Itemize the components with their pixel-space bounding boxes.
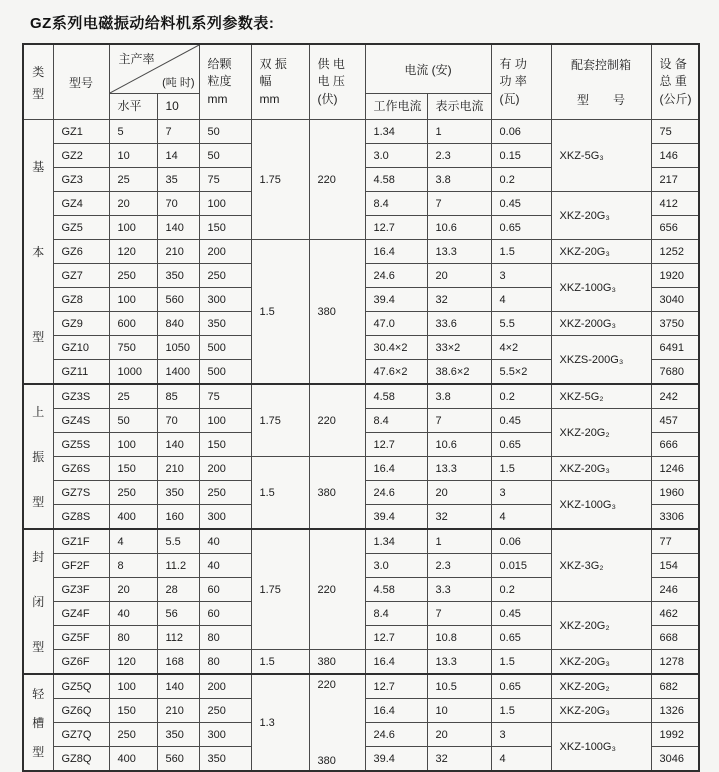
table-cell: 10 (427, 699, 491, 723)
table-cell: 40 (199, 554, 251, 578)
table-cell: 1.75 (251, 120, 309, 240)
table-cell: 560 (157, 288, 199, 312)
header-rate-horizontal: 水平 (109, 94, 157, 120)
table-cell: 500 (199, 336, 251, 360)
table-cell: 668 (651, 626, 699, 650)
table-cell: 560 (157, 747, 199, 772)
table-cell: 47.0 (365, 312, 427, 336)
table-cell: 1.3 (251, 674, 309, 771)
table-cell: 160 (157, 505, 199, 530)
category-char: 振 (32, 449, 45, 464)
table-cell: XKZ-20G₃ (551, 192, 651, 240)
table-cell: 682 (651, 674, 699, 699)
table-cell: 350 (199, 747, 251, 772)
table-cell: 1992 (651, 723, 699, 747)
header-voltage: 供 电 电 压 (伏) (309, 44, 365, 120)
table-cell: XKZS-200G₃ (551, 336, 651, 385)
category-char: 槽 (32, 715, 45, 730)
voltage-dual-cell (309, 674, 365, 771)
table-cell: 150 (199, 433, 251, 457)
table-cell: 50 (199, 144, 251, 168)
table-cell: 39.4 (365, 747, 427, 772)
header-weight: 设 备 总 重 (公斤) (651, 44, 699, 120)
table-cell: 200 (199, 674, 251, 699)
header-current-indicated: 表示电流 (427, 94, 491, 120)
table-cell: 4.58 (365, 168, 427, 192)
table-cell: XKZ-20G₂ (551, 674, 651, 699)
header-rate-title: 主产率 (118, 52, 155, 66)
table-cell: XKZ-20G₂ (551, 409, 651, 457)
table-cell: GZ6Q (53, 699, 109, 723)
header-amplitude: 双 振 幅 mm (251, 44, 309, 120)
header-grain-size: 给颗 粒度 mm (199, 44, 251, 120)
table-cell: 8.4 (365, 409, 427, 433)
table-cell: 0.06 (491, 529, 551, 554)
table-cell: 1.75 (251, 529, 309, 650)
table-cell: 1.5 (491, 699, 551, 723)
table-cell: 85 (157, 384, 199, 409)
table-cell: 25 (109, 168, 157, 192)
table-cell: 210 (157, 457, 199, 481)
table-cell: 3046 (651, 747, 699, 772)
table-cell: 0.06 (491, 120, 551, 144)
table-cell: 20 (427, 481, 491, 505)
table-cell: 4 (491, 505, 551, 530)
table-cell: 350 (157, 481, 199, 505)
table-cell: 250 (109, 723, 157, 747)
table-cell: 3.8 (427, 384, 491, 409)
table-cell: 1050 (157, 336, 199, 360)
table-cell: 16.4 (365, 240, 427, 264)
table-cell: GZ5 (53, 216, 109, 240)
table-cell: 250 (199, 699, 251, 723)
table-cell: 250 (199, 481, 251, 505)
table-cell: 1.5 (491, 650, 551, 675)
table-cell: 1400 (157, 360, 199, 385)
table-cell: 25 (109, 384, 157, 409)
table-cell: 412 (651, 192, 699, 216)
table-cell: GZ2 (53, 144, 109, 168)
table-cell: 250 (109, 481, 157, 505)
table-cell: 13.3 (427, 240, 491, 264)
table-cell: 100 (199, 409, 251, 433)
table-cell: 11.2 (157, 554, 199, 578)
table-cell: GZ6S (53, 457, 109, 481)
header-current-working: 工作电流 (365, 94, 427, 120)
table-cell: 2.3 (427, 144, 491, 168)
table-cell: 3.0 (365, 144, 427, 168)
table-cell: 150 (199, 216, 251, 240)
table-cell: 100 (109, 674, 157, 699)
table-row (23, 120, 699, 144)
table-cell: 20 (427, 723, 491, 747)
voltage-bottom-value: 380 (317, 754, 336, 767)
table-cell: 28 (157, 578, 199, 602)
table-cell: 666 (651, 433, 699, 457)
table-cell: 200 (199, 457, 251, 481)
parameters-table (22, 43, 700, 772)
table-row (23, 650, 699, 675)
table-cell: 1920 (651, 264, 699, 288)
table-cell: 168 (157, 650, 199, 675)
table-cell: 10 (109, 144, 157, 168)
table-cell: 24.6 (365, 264, 427, 288)
header-type-char-2: 型 (32, 86, 45, 101)
table-header (23, 44, 699, 120)
table-cell: 0.15 (491, 144, 551, 168)
table-cell: 4 (109, 529, 157, 554)
table-cell: XKZ-20G₂ (551, 602, 651, 650)
table-cell: 50 (199, 120, 251, 144)
category-char: 型 (32, 745, 45, 760)
table-cell: 1 (427, 120, 491, 144)
table-cell: GZ4 (53, 192, 109, 216)
table-cell: 40 (199, 529, 251, 554)
table-cell: 30.4×2 (365, 336, 427, 360)
table-cell: 2.3 (427, 554, 491, 578)
category-char: 轻 (32, 686, 45, 701)
table-cell: XKZ-20G₃ (551, 650, 651, 675)
table-cell: 1.5 (491, 240, 551, 264)
category-char: 型 (32, 495, 45, 510)
table-cell: 1278 (651, 650, 699, 675)
table-cell: 210 (157, 699, 199, 723)
table-cell: XKZ-100G₃ (551, 264, 651, 312)
table-cell: GZ4F (53, 602, 109, 626)
table-cell: 80 (199, 626, 251, 650)
table-cell: 35 (157, 168, 199, 192)
table-cell: 840 (157, 312, 199, 336)
table-cell: 4.58 (365, 384, 427, 409)
table-cell: 3040 (651, 288, 699, 312)
table-cell: 33×2 (427, 336, 491, 360)
table-cell: GZ9 (53, 312, 109, 336)
category-char: 型 (32, 330, 45, 345)
table-cell: 100 (109, 433, 157, 457)
header-rate (109, 44, 199, 94)
table-cell: 1 (427, 529, 491, 554)
category-char: 上 (32, 404, 45, 419)
table-cell: 3 (491, 264, 551, 288)
table-cell: GZ7Q (53, 723, 109, 747)
table-cell: 1.75 (251, 384, 309, 457)
table-cell: 16.4 (365, 457, 427, 481)
table-cell: 3.0 (365, 554, 427, 578)
table-cell: 32 (427, 505, 491, 530)
table-cell: GZ7 (53, 264, 109, 288)
table-cell: GZ5S (53, 433, 109, 457)
table-cell: 4.58 (365, 578, 427, 602)
table-cell: 220 (309, 120, 365, 240)
table-cell: XKZ-20G₃ (551, 457, 651, 481)
table-cell: 10.5 (427, 674, 491, 699)
header-power: 有 功 功 率 (瓦) (491, 44, 551, 120)
table-cell: GZ6F (53, 650, 109, 675)
table-cell: 0.45 (491, 602, 551, 626)
table-cell: 350 (157, 264, 199, 288)
table-cell: 1000 (109, 360, 157, 385)
table-cell: 500 (199, 360, 251, 385)
table-cell: GZ4S (53, 409, 109, 433)
table-cell: XKZ-5G₃ (551, 120, 651, 192)
table-cell: 16.4 (365, 650, 427, 675)
table-cell: GZ11 (53, 360, 109, 385)
category-cell (23, 529, 53, 674)
table-cell: 300 (199, 723, 251, 747)
table-cell: 7 (427, 192, 491, 216)
table-row (23, 457, 699, 481)
table-cell: 112 (157, 626, 199, 650)
table-cell: 7 (427, 409, 491, 433)
table-cell: 100 (199, 192, 251, 216)
table-cell: 750 (109, 336, 157, 360)
table-cell: XKZ-20G₃ (551, 699, 651, 723)
table-cell: GZ6 (53, 240, 109, 264)
table-cell: 246 (651, 578, 699, 602)
table-cell: 32 (427, 288, 491, 312)
table-cell: 20 (109, 192, 157, 216)
table-cell: GZ3S (53, 384, 109, 409)
table-cell: GZ3 (53, 168, 109, 192)
table-cell: 39.4 (365, 288, 427, 312)
table-cell: GZ8Q (53, 747, 109, 772)
table-cell: 1960 (651, 481, 699, 505)
table-cell: 1.5 (251, 650, 309, 675)
table-cell: 4 (491, 747, 551, 772)
table-cell: 350 (157, 723, 199, 747)
table-cell: 140 (157, 674, 199, 699)
table-cell: 8.4 (365, 602, 427, 626)
table-cell: 40 (109, 602, 157, 626)
table-cell: 0.65 (491, 674, 551, 699)
table-cell: 5 (109, 120, 157, 144)
table-cell: 3.8 (427, 168, 491, 192)
table-row (23, 384, 699, 409)
category-cell (23, 674, 53, 771)
table-cell: 380 (309, 457, 365, 530)
table-cell: 4 (491, 288, 551, 312)
table-cell: 8 (109, 554, 157, 578)
table-cell: 12.7 (365, 433, 427, 457)
table-cell: GF2F (53, 554, 109, 578)
table-cell: 1.34 (365, 529, 427, 554)
table-cell: 75 (651, 120, 699, 144)
header-current: 电流 (安) (365, 44, 491, 94)
table-cell: 1.5 (251, 457, 309, 530)
table-cell: 20 (427, 264, 491, 288)
table-cell: 3750 (651, 312, 699, 336)
table-row (23, 529, 699, 554)
table-cell: 7 (157, 120, 199, 144)
table-cell: 80 (109, 626, 157, 650)
table-cell: 1.5 (491, 457, 551, 481)
table-cell: GZ8 (53, 288, 109, 312)
header-row-1 (23, 44, 699, 94)
category-char: 本 (32, 244, 45, 259)
table-cell: GZ5Q (53, 674, 109, 699)
category-char: 封 (32, 549, 45, 564)
table-cell: 7680 (651, 360, 699, 385)
table-cell: 120 (109, 240, 157, 264)
table-cell: 5.5 (491, 312, 551, 336)
table-cell: 5.5 (157, 529, 199, 554)
table-cell: 12.7 (365, 216, 427, 240)
table-cell: 47.6×2 (365, 360, 427, 385)
table-cell: 12.7 (365, 674, 427, 699)
table-cell: 10.8 (427, 626, 491, 650)
table-cell: 75 (199, 384, 251, 409)
table-cell: XKZ-200G₃ (551, 312, 651, 336)
table-cell: 0.45 (491, 409, 551, 433)
header-type-char-1: 类 (32, 64, 45, 79)
table-cell: 457 (651, 409, 699, 433)
table-cell: 140 (157, 216, 199, 240)
table-cell: 1252 (651, 240, 699, 264)
table-cell: 462 (651, 602, 699, 626)
header-type (23, 44, 53, 120)
table-cell: 70 (157, 409, 199, 433)
table-cell: 1.5 (251, 240, 309, 385)
table-cell: 60 (199, 602, 251, 626)
table-cell: GZ1F (53, 529, 109, 554)
table-row (23, 674, 699, 699)
table-cell: 10.6 (427, 216, 491, 240)
table-cell: 217 (651, 168, 699, 192)
table-cell: GZ10 (53, 336, 109, 360)
table-cell: 380 (309, 240, 365, 385)
header-model: 型号 (53, 44, 109, 120)
table-cell: 50 (109, 409, 157, 433)
table-cell: 300 (199, 505, 251, 530)
table-cell: 146 (651, 144, 699, 168)
table-cell: 0.45 (491, 192, 551, 216)
table-cell: 10.6 (427, 433, 491, 457)
table-cell: 13.3 (427, 650, 491, 675)
table-cell: 16.4 (365, 699, 427, 723)
table-cell: 20 (109, 578, 157, 602)
category-cell (23, 384, 53, 529)
page-title: GZ系列电磁振动给料机系列参数表: (30, 15, 275, 32)
table-cell: 24.6 (365, 481, 427, 505)
table-cell: XKZ-100G₃ (551, 481, 651, 530)
table-cell: 250 (109, 264, 157, 288)
table-cell: 140 (157, 433, 199, 457)
table-cell: 77 (651, 529, 699, 554)
table-cell: 56 (157, 602, 199, 626)
table-cell: 3 (491, 723, 551, 747)
table-cell: 220 (309, 384, 365, 457)
table-cell: GZ3F (53, 578, 109, 602)
header-rate-unit: (吨 时) (162, 77, 195, 89)
table-cell: 120 (109, 650, 157, 675)
table-cell: 210 (157, 240, 199, 264)
table-cell: 3.3 (427, 578, 491, 602)
table-cell: 0.65 (491, 216, 551, 240)
header-rate-incline: 10 (157, 94, 199, 120)
table-cell: XKZ-100G₃ (551, 723, 651, 772)
table-cell: 38.6×2 (427, 360, 491, 385)
table-cell: GZ8S (53, 505, 109, 530)
table-cell: GZ7S (53, 481, 109, 505)
table-cell: 39.4 (365, 505, 427, 530)
table-cell: 600 (109, 312, 157, 336)
table-cell: 6491 (651, 336, 699, 360)
table-cell: 242 (651, 384, 699, 409)
table-cell: 100 (109, 216, 157, 240)
table-cell: 24.6 (365, 723, 427, 747)
table-cell: 656 (651, 216, 699, 240)
table-cell: 150 (109, 457, 157, 481)
table-cell: 14 (157, 144, 199, 168)
table-cell: 3 (491, 481, 551, 505)
table-cell: 1.34 (365, 120, 427, 144)
table-cell: 32 (427, 747, 491, 772)
table-cell: 60 (199, 578, 251, 602)
table-cell: 100 (109, 288, 157, 312)
table-cell: 75 (199, 168, 251, 192)
table-cell: 33.6 (427, 312, 491, 336)
table-cell: 150 (109, 699, 157, 723)
table-cell: 12.7 (365, 626, 427, 650)
table-cell: 70 (157, 192, 199, 216)
voltage-top-value: 220 (317, 678, 336, 691)
table-cell: XKZ-20G₃ (551, 240, 651, 264)
table-cell: 0.015 (491, 554, 551, 578)
table-cell: 380 (309, 650, 365, 675)
table-row (23, 240, 699, 264)
table-cell: GZ1 (53, 120, 109, 144)
table-cell: 350 (199, 312, 251, 336)
table-cell: 7 (427, 602, 491, 626)
table-cell: 200 (199, 240, 251, 264)
table-cell: 300 (199, 288, 251, 312)
table-cell: 400 (109, 505, 157, 530)
table-cell: 0.65 (491, 626, 551, 650)
table-cell: 220 (309, 529, 365, 650)
header-control-box: 配套控制箱 型 号 (551, 44, 651, 120)
table-cell: GZ5F (53, 626, 109, 650)
table-body (23, 120, 699, 772)
table-cell: 3306 (651, 505, 699, 530)
table-cell: 4×2 (491, 336, 551, 360)
table-cell: 1326 (651, 699, 699, 723)
table-cell: 400 (109, 747, 157, 772)
table-cell: 8.4 (365, 192, 427, 216)
table-cell: 13.3 (427, 457, 491, 481)
table-cell: XKZ-5G₂ (551, 384, 651, 409)
table-cell: 1246 (651, 457, 699, 481)
table-cell: 250 (199, 264, 251, 288)
table-cell: 154 (651, 554, 699, 578)
table-cell: 80 (199, 650, 251, 675)
category-char: 基 (32, 159, 45, 174)
category-cell (23, 120, 53, 385)
table-cell: 0.2 (491, 168, 551, 192)
table-cell: 0.2 (491, 578, 551, 602)
table-cell: 5.5×2 (491, 360, 551, 385)
category-char: 型 (32, 640, 45, 655)
table-cell: 0.65 (491, 433, 551, 457)
category-char: 闭 (32, 594, 45, 609)
table-cell: 0.2 (491, 384, 551, 409)
table-cell: XKZ-3G₂ (551, 529, 651, 602)
